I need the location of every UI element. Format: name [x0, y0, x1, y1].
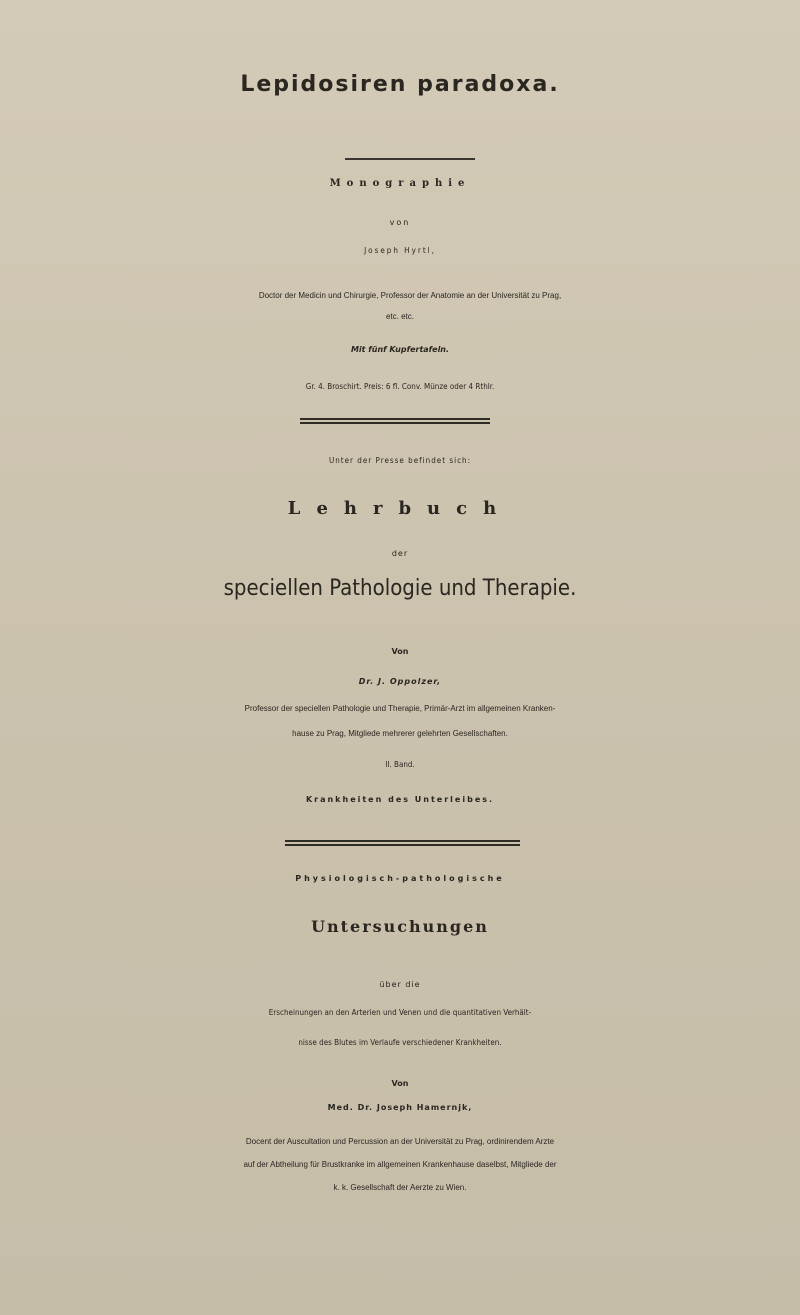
book2-title-subject: speciellen Pathologie und Therapie. — [223, 576, 577, 601]
book3-subject-1: Erscheinungen an den Arterien und Venen und die quantitativen Verhält- — [268, 1008, 532, 1017]
book3-affiliation-2: auf der Abtheilung für Brustkranke im allgemeinen Krankenhause daselbst, Mitgliede der — [243, 1160, 557, 1169]
book3-affiliation-1: Docent der Auscultation und Percussion an der Universität zu Prag, ordinirendem Arzte — [245, 1137, 555, 1146]
book2-volume-title: Krankheiten des Unterleibes. — [305, 795, 495, 804]
book1-plates: Mit fünf Kupfertafeln. — [350, 345, 450, 354]
book2-title-der: der — [391, 549, 409, 558]
book3-affiliation-3: k. k. Gesellschaft der Aerzte zu Wien. — [333, 1183, 467, 1192]
section-divider-2 — [285, 840, 520, 846]
book3-author: Med. Dr. Joseph Hamernjk, — [327, 1103, 473, 1112]
book1-affiliation-2: etc. etc. — [385, 312, 414, 321]
book2-announcement: Unter der Presse befindet sich: — [328, 456, 472, 465]
book2-affiliation-1: Professor der speciellen Pathologie und Therapie, Primär-Arzt im allgemeinen Kranken- — [244, 704, 556, 713]
book1-affiliation-1: Doctor der Medicin und Chirurgie, Professor der Anatomie an der Universität zu Prag, — [258, 291, 562, 300]
book3-title-main: Untersuchungen — [311, 917, 489, 936]
book2-by: Von — [391, 647, 409, 656]
section-divider-1 — [300, 418, 490, 424]
book2-affiliation-2: hause zu Prag, Mitgliede mehrerer gelehrten Gesellschaften. — [292, 729, 508, 738]
title-underline — [345, 158, 475, 160]
book1-author: Joseph Hyrtl, — [364, 246, 436, 255]
book3-subject-2: nisse des Blutes im Verlaufe verschiedener Krankheiten. — [298, 1038, 502, 1047]
book1-by: von — [389, 218, 411, 227]
book1-price: Gr. 4. Broschirt. Preis: 6 fl. Conv. Münze oder 4 Rthlr. — [305, 382, 495, 391]
book2-title: Lehrbuch — [287, 498, 513, 519]
book3-title-ueber: über die — [379, 980, 421, 989]
book1-title: Lepidosiren paradoxa. — [240, 72, 560, 97]
book3-by: Von — [391, 1079, 409, 1088]
book2-author: Dr. J. Oppolzer, — [358, 677, 442, 686]
book2-volume: II. Band. — [385, 760, 415, 769]
book1-subtitle: Monographie — [329, 178, 471, 189]
book3-title: Physiologisch-pathologische — [295, 874, 505, 883]
